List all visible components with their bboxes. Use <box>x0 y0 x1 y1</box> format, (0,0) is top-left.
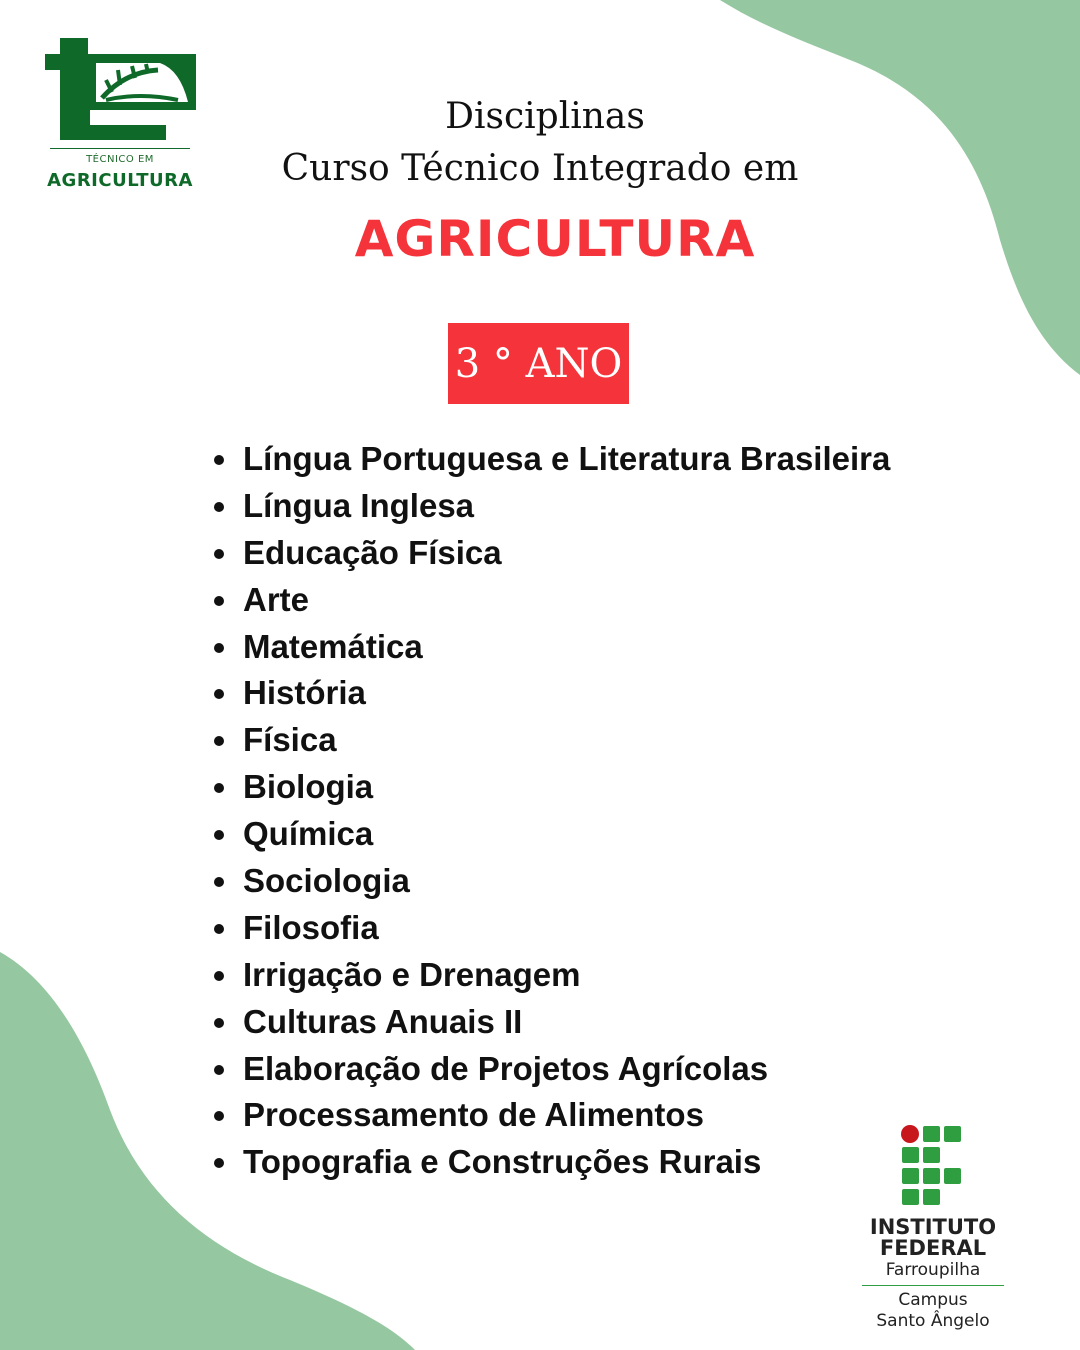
bullet-icon <box>214 877 224 887</box>
institution-logo <box>858 1124 1008 1339</box>
subject-label: Matemática <box>243 627 423 665</box>
subject-label: Elaboração de Projetos Agrícolas <box>243 1049 769 1087</box>
subject-label: Biologia <box>243 768 374 806</box>
bullet-icon <box>214 643 224 653</box>
subject-item <box>210 811 890 858</box>
subject-item <box>210 577 890 624</box>
subject-item <box>210 905 890 952</box>
bullet-icon <box>214 1065 224 1075</box>
bullet-icon <box>214 596 224 606</box>
subject-item <box>210 483 890 530</box>
subject-item <box>210 1046 890 1093</box>
bullet-icon <box>214 549 224 559</box>
subject-label: Química <box>243 815 374 853</box>
if-grid-icon <box>900 1124 964 1208</box>
institution-name-line1: INSTITUTO <box>869 1215 997 1239</box>
subject-item <box>210 952 890 999</box>
logo-caption-course: AGRICULTURA <box>47 170 193 191</box>
subject-item <box>210 530 890 577</box>
bullet-icon <box>214 924 224 934</box>
subject-label: Topografia e Construções Rurais <box>243 1143 762 1181</box>
subject-item <box>210 999 890 1046</box>
subject-label: Processamento de Alimentos <box>243 1096 704 1134</box>
bullet-icon <box>214 689 224 699</box>
bullet-icon <box>214 1158 224 1168</box>
subject-item <box>210 858 890 905</box>
subject-label: Culturas Anuais II <box>243 1002 523 1040</box>
subject-label: Arte <box>243 580 310 618</box>
subject-list <box>210 436 890 1186</box>
bullet-icon <box>214 830 224 840</box>
title-course-name: AGRICULTURA <box>354 210 756 268</box>
subject-item <box>210 670 890 717</box>
campus-label: Campus <box>898 1290 968 1310</box>
subject-label: Sociologia <box>243 862 410 900</box>
subject-label: História <box>243 674 366 712</box>
institution-name-line3: Farroupilha <box>885 1260 981 1280</box>
year-badge: 3 ° ANO <box>448 323 629 404</box>
bullet-icon <box>214 502 224 512</box>
bullet-icon <box>214 1111 224 1121</box>
subject-label: Educação Física <box>243 533 502 571</box>
subject-item <box>210 764 890 811</box>
subject-label: Irrigação e Drenagem <box>243 955 581 993</box>
bullet-icon <box>214 455 224 465</box>
subject-label: Língua Portuguesa e Literatura Brasileira <box>243 440 891 477</box>
bullet-icon <box>214 736 224 746</box>
subject-item <box>210 717 890 764</box>
institution-divider <box>862 1285 1004 1286</box>
title-course-type: Curso Técnico Integrado em <box>281 148 799 189</box>
campus-name: Santo Ângelo <box>876 1311 990 1331</box>
title-disciplinas: Disciplinas <box>445 96 645 137</box>
logo-caption-small: TÉCNICO EM <box>86 154 154 165</box>
subject-item <box>210 436 890 483</box>
bullet-icon <box>214 1018 224 1028</box>
bullet-icon <box>214 971 224 981</box>
subject-label: Filosofia <box>243 908 379 946</box>
subject-label: Física <box>243 721 337 759</box>
institution-name-line2: FEDERAL <box>879 1236 987 1260</box>
bullet-icon <box>214 783 224 793</box>
subject-item <box>210 624 890 671</box>
subject-item <box>210 1139 890 1186</box>
subject-item <box>210 1092 890 1139</box>
subject-label: Língua Inglesa <box>243 486 475 524</box>
